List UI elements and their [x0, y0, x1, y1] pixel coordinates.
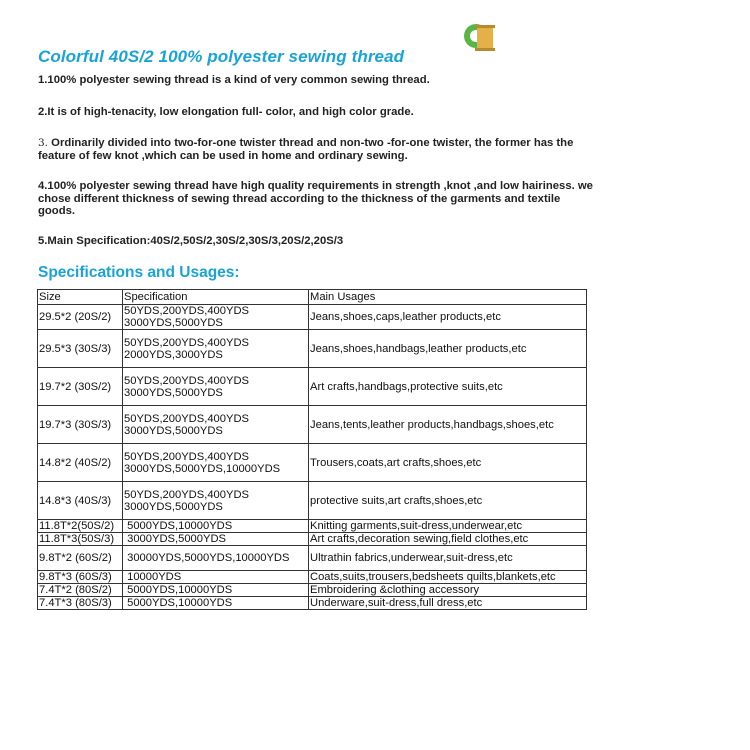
page-title: Colorful 40S/2 100% polyester sewing thread: [38, 47, 405, 66]
cell-spec: 10000YDS: [123, 571, 309, 584]
cell-size: 11.8T*2(50S/2): [38, 520, 123, 533]
cell-spec: 5000YDS,10000YDS: [123, 520, 309, 533]
paragraph-3-text: Ordinarily divided into two-for-one twister thread and non-two -for-one twister, the former has the feature of few knot ,which can be used in home and ordinary sewing.: [38, 137, 574, 162]
cell-spec: 50YDS,200YDS,400YDS 3000YDS,5000YDS,10000YDS: [123, 444, 309, 482]
paragraph-3-number: 3.: [38, 137, 49, 149]
paragraph-4: 4.100% polyester sewing thread have high quality requirements in strength ,knot ,and low hairiness. we chose different thickness of sewing thread according to the thickness of the garments and textile goods.: [38, 180, 593, 217]
cell-spec: 5000YDS,10000YDS: [123, 597, 309, 610]
cell-usage: Embroidering &clothing accessory: [309, 584, 587, 597]
table-row: [38, 533, 587, 546]
cell-spec: 50YDS,200YDS,400YDS 3000YDS,5000YDS: [123, 305, 309, 330]
table-row: [38, 597, 587, 610]
cell-size: 19.7*2 (30S/2): [38, 368, 123, 406]
cell-size: 19.7*3 (30S/3): [38, 406, 123, 444]
table-row: [38, 546, 587, 571]
cell-usage: Art crafts,handbags,protective suits,etc: [309, 368, 587, 406]
logo-spool-top: [475, 25, 495, 28]
cell-size: 29.5*3 (30S/3): [38, 330, 123, 368]
cell-usage: Underware,suit-dress,full dress,etc: [309, 597, 587, 610]
cell-size: 14.8*2 (40S/2): [38, 444, 123, 482]
cell-spec: 50YDS,200YDS,400YDS 3000YDS,5000YDS: [123, 406, 309, 444]
cell-size: 29.5*2 (20S/2): [38, 305, 123, 330]
table-row: [38, 520, 587, 533]
cell-spec: 50YDS,200YDS,400YDS 2000YDS,3000YDS: [123, 330, 309, 368]
cell-spec: 50YDS,200YDS,400YDS 3000YDS,5000YDS: [123, 482, 309, 520]
paragraph-1: 1.100% polyester sewing thread is a kind of very common sewing thread.: [38, 74, 430, 86]
paragraph-3: [38, 137, 598, 162]
table-row: [38, 406, 587, 444]
table-row: [38, 305, 587, 330]
brand-logo: [462, 20, 498, 52]
cell-size: 7.4T*3 (80S/3): [38, 597, 123, 610]
table-row: [38, 330, 587, 368]
spec-table: [37, 289, 587, 610]
header-specification: Specification: [123, 290, 309, 305]
cell-spec: 30000YDS,5000YDS,10000YDS: [123, 546, 309, 571]
paragraph-5-main-specification: 5.Main Specification:40S/2,50S/2,30S/2,30S/3,20S/2,20S/3: [38, 235, 344, 247]
table-header-row: [38, 290, 587, 305]
cell-size: 9.8T*3 (60S/3): [38, 571, 123, 584]
cell-usage: Ultrathin fabrics,underwear,suit-dress,etc: [309, 546, 587, 571]
table-row: [38, 482, 587, 520]
cell-usage: Jeans,tents,leather products,handbags,shoes,etc: [309, 406, 587, 444]
cell-usage: Jeans,shoes,caps,leather products,etc: [309, 305, 587, 330]
table-row: [38, 584, 587, 597]
logo-spool-bottom: [475, 48, 495, 51]
table-row: [38, 444, 587, 482]
table-row: [38, 571, 587, 584]
table-row: [38, 368, 587, 406]
cell-spec: 50YDS,200YDS,400YDS 3000YDS,5000YDS: [123, 368, 309, 406]
cell-spec: 3000YDS,5000YDS: [123, 533, 309, 546]
cell-size: 14.8*3 (40S/3): [38, 482, 123, 520]
cell-spec: 5000YDS,10000YDS: [123, 584, 309, 597]
paragraph-2: 2.It is of high-tenacity, low elongation full- color, and high color grade.: [38, 106, 414, 118]
cell-usage: Trousers,coats,art crafts,shoes,etc: [309, 444, 587, 482]
cell-usage: Knitting garments,suit-dress,underwear,etc: [309, 520, 587, 533]
header-size: Size: [38, 290, 123, 305]
logo-thread-spool: [477, 26, 493, 50]
cell-usage: protective suits,art crafts,shoes,etc: [309, 482, 587, 520]
cell-size: 11.8T*3(50S/3): [38, 533, 123, 546]
cell-usage: Coats,suits,trousers,bedsheets quilts,blankets,etc: [309, 571, 587, 584]
cell-usage: Jeans,shoes,handbags,leather products,etc: [309, 330, 587, 368]
section-subtitle: Specifications and Usages:: [38, 264, 240, 281]
cell-usage: Art crafts,decoration sewing,field clothes,etc: [309, 533, 587, 546]
cell-size: 9.8T*2 (60S/2): [38, 546, 123, 571]
cell-size: 7.4T*2 (80S/2): [38, 584, 123, 597]
header-main-usages: Main Usages: [309, 290, 587, 305]
